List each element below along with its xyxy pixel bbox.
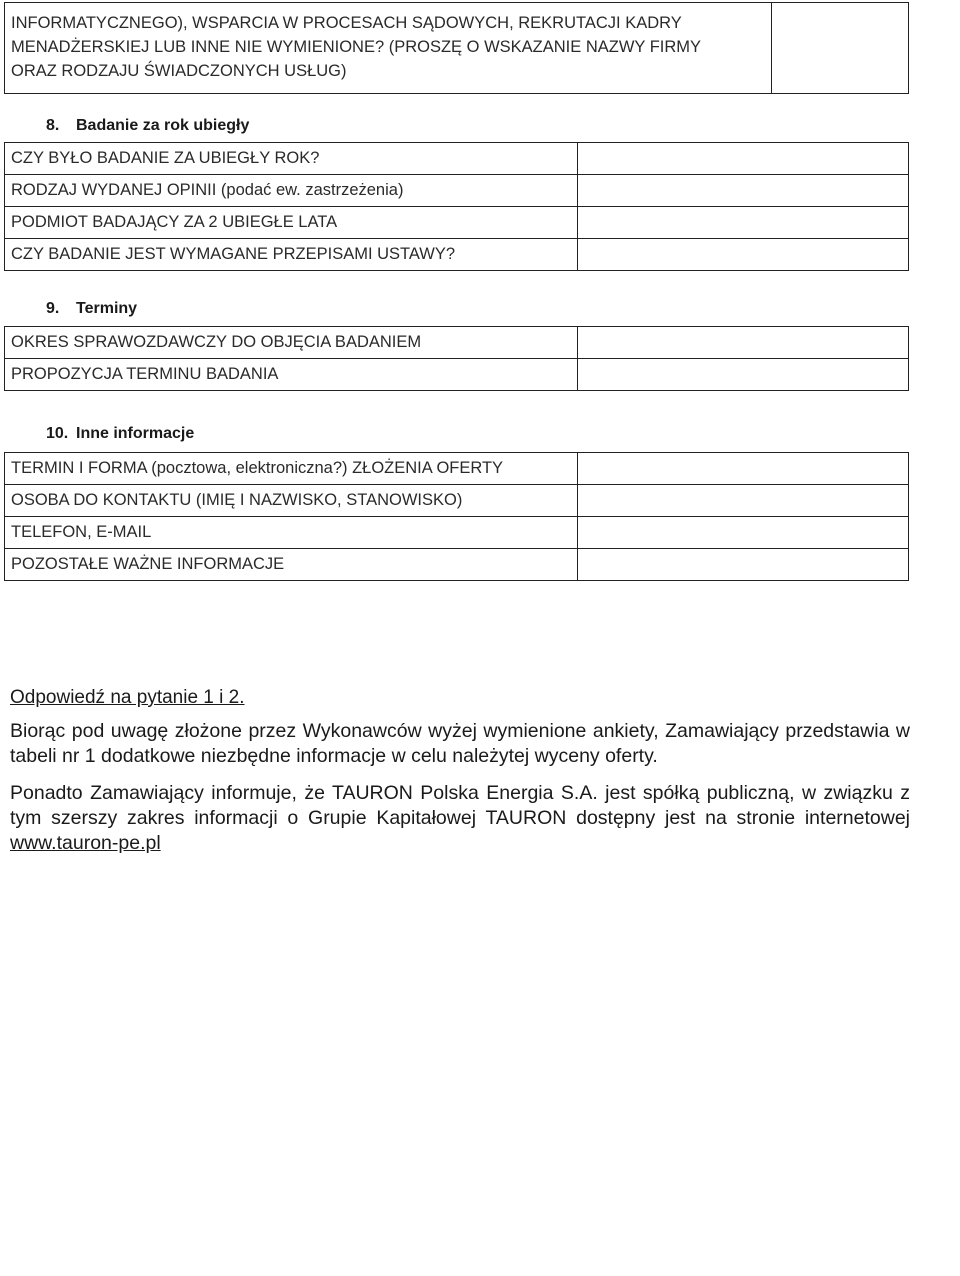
section-number: 8. xyxy=(46,117,60,134)
answer-heading: Odpowiedź na pytanie 1 i 2. xyxy=(10,687,245,708)
question-line: ORAZ RODZAJU ŚWIADCZONYCH USŁUG) xyxy=(11,61,347,80)
table-row xyxy=(5,485,909,517)
question-line: INFORMATYCZNEGO), WSPARCIA W PROCESACH SĄDOWYCH, REKRUTACJI KADRY xyxy=(11,14,682,33)
question-line: MENADŻERSKIEJ LUB INNE NIE WYMIENIONE? (PROSZĘ O WSKAZANIE NAZWY FIRMY xyxy=(11,38,702,57)
section-9-table xyxy=(4,326,909,391)
answer-cell[interactable] xyxy=(578,239,909,271)
answer-cell[interactable] xyxy=(578,485,909,517)
question-cell: OKRES SPRAWOZDAWCZY DO OBJĘCIA BADANIEM xyxy=(5,327,578,359)
section-title: Terminy xyxy=(76,300,138,317)
table-row xyxy=(5,327,909,359)
table-row xyxy=(5,453,909,485)
section-title: Inne informacje xyxy=(76,425,195,442)
answer-cell[interactable] xyxy=(772,3,909,94)
answer-cell[interactable] xyxy=(578,517,909,549)
table-row xyxy=(5,517,909,549)
question-cell: CZY BYŁO BADANIE ZA UBIEGŁY ROK? xyxy=(5,143,578,175)
answer-cell[interactable] xyxy=(578,143,909,175)
answer-cell[interactable] xyxy=(578,453,909,485)
answer-section xyxy=(10,687,910,868)
answer-cell[interactable] xyxy=(578,175,909,207)
question-cell: TERMIN I FORMA (pocztowa, elektroniczna?) ZŁOŻENIA OFERTY xyxy=(5,453,578,485)
website-link[interactable]: www.tauron-pe.pl xyxy=(10,831,161,854)
table-row xyxy=(5,143,909,175)
question-cell: POZOSTAŁE WAŻNE INFORMACJE xyxy=(5,549,578,581)
paragraph-text: Ponadto Zamawiający informuje, że TAURON Polska Energia S.A. jest spółką publiczną, w związku z tym szerszy zakres informacji o Grupie Kapitałowej TAURON dostępny jest na stronie internetowej xyxy=(10,781,910,829)
section-heading-9 xyxy=(46,300,137,318)
table-row xyxy=(5,175,909,207)
table-row xyxy=(5,549,909,581)
section-number: 10. xyxy=(46,425,69,442)
question-cell: RODZAJ WYDANEJ OPINII (podać ew. zastrzeżenia) xyxy=(5,175,578,207)
table-row xyxy=(5,359,909,391)
question-cell xyxy=(5,3,772,94)
table-row xyxy=(5,3,909,94)
answer-cell[interactable] xyxy=(578,327,909,359)
section-title: Badanie za rok ubiegły xyxy=(76,117,250,134)
table-row xyxy=(5,239,909,271)
answer-paragraph xyxy=(10,781,910,856)
question-cell: CZY BADANIE JEST WYMAGANE PRZEPISAMI USTAWY? xyxy=(5,239,578,271)
question-cell: OSOBA DO KONTAKTU (IMIĘ I NAZWISKO, STANOWISKO) xyxy=(5,485,578,517)
answer-cell[interactable] xyxy=(578,359,909,391)
continuation-table xyxy=(4,2,909,94)
section-heading-8 xyxy=(46,117,249,135)
section-heading-10 xyxy=(46,425,194,443)
section-10-table xyxy=(4,452,909,581)
question-cell: PROPOZYCJA TERMINU BADANIA xyxy=(5,359,578,391)
answer-paragraph: Biorąc pod uwagę złożone przez Wykonawców wyżej wymienione ankiety, Zamawiający przedstawia w tabeli nr 1 dodatkowe niezbędne informacje w celu należytej wyceny oferty. xyxy=(10,720,910,767)
answer-cell[interactable] xyxy=(578,207,909,239)
answer-cell[interactable] xyxy=(578,549,909,581)
question-cell: PODMIOT BADAJĄCY ZA 2 UBIEGŁE LATA xyxy=(5,207,578,239)
section-8-table xyxy=(4,142,909,271)
section-number: 9. xyxy=(46,300,60,317)
table-row xyxy=(5,207,909,239)
question-cell: TELEFON, E-MAIL xyxy=(5,517,578,549)
